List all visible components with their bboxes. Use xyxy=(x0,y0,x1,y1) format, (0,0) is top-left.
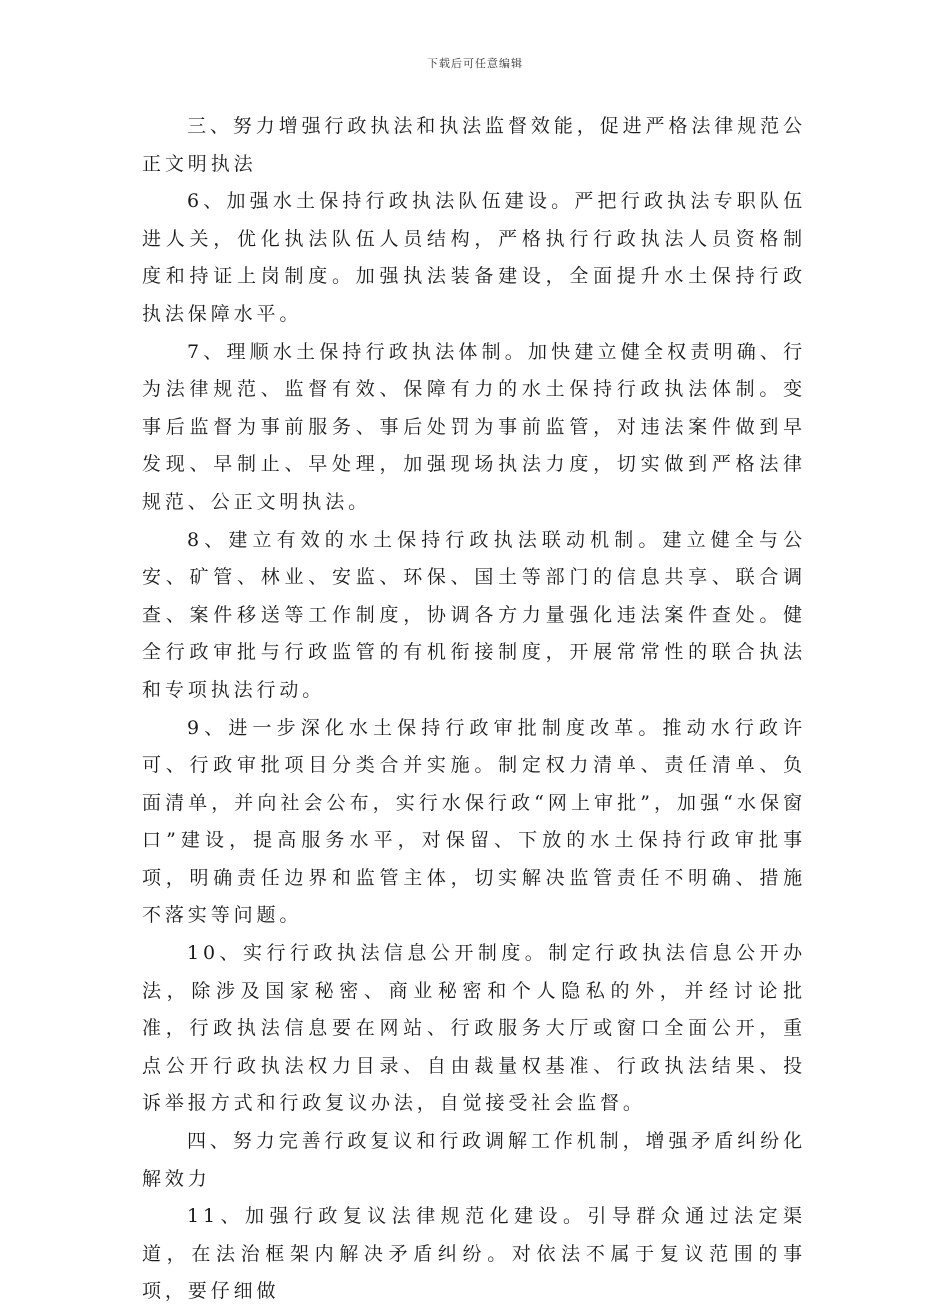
paragraph-8: 8、建立有效的水土保持行政执法联动机制。建立健全与公安、矿管、林业、安监、环保、国土等部门的信息共享、联合调查、案件移送等工作制度，协调各方力量强化违法案件查处。健全行政审批与行政监管的有机衔接制度，开展常常性的联合执法和专项执法行动。 xyxy=(142,528,806,701)
paragraph-10: 10、实行行政执法信息公开制度。制定行政执法信息公开办法，除涉及国家秘密、商业秘密和个人隐私的外，并经讨论批准，行政执法信息要在网站、行政服务大厅或窗口全面公开，重点公开行政执法权力目录、自由裁量权基准、行政执法结果、投诉举报方式和行政复议办法，自觉接受社会监督。 xyxy=(142,942,806,1115)
paragraph-11: 11、加强行政复议法律规范化建设。引导群众通过法定渠道，在法治框架内解决矛盾纠纷。对依法不属于复议范围的事项，要仔细做 xyxy=(142,1205,806,1303)
paragraph-9: 9、进一步深化水土保持行政审批制度改革。推动水行政许可、行政审批项目分类合并实施。制定权力清单、责任清单、负面清单，并向社会公布，实行水保行政“网上审批”，加强“水保窗口”建设，提高服务水平，对保留、下放的水土保持行政审批事项，明确责任边界和监管主体，切实解决监管责任不明确、措施不落实等问题。 xyxy=(142,716,806,927)
section-heading-4: 四、努力完善行政复议和行政调解工作机制，增强矛盾纠纷化解效力 xyxy=(142,1130,806,1190)
document-body xyxy=(142,108,806,1311)
paragraph-7: 7、理顺水土保持行政执法体制。加快建立健全权责明确、行为法律规范、监督有效、保障有力的水土保持行政执法体制。变事后监督为事前服务、事后处罚为事前监管，对违法案件做到早发现、早制止、早处理，加强现场执法力度，切实做到严格法律规范、公正文明执法。 xyxy=(142,340,806,513)
paragraph-6: 6、加强水土保持行政执法队伍建设。严把行政执法专职队伍进人关，优化执法队伍人员结构，严格执行行政执法人员资格制度和持证上岗制度。加强执法装备建设，全面提升水土保持行政执法保障水平。 xyxy=(142,190,806,325)
page-header-note: 下载后可任意编辑 xyxy=(427,57,523,70)
section-heading-3: 三、努力增强行政执法和执法监督效能，促进严格法律规范公正文明执法 xyxy=(142,115,806,175)
